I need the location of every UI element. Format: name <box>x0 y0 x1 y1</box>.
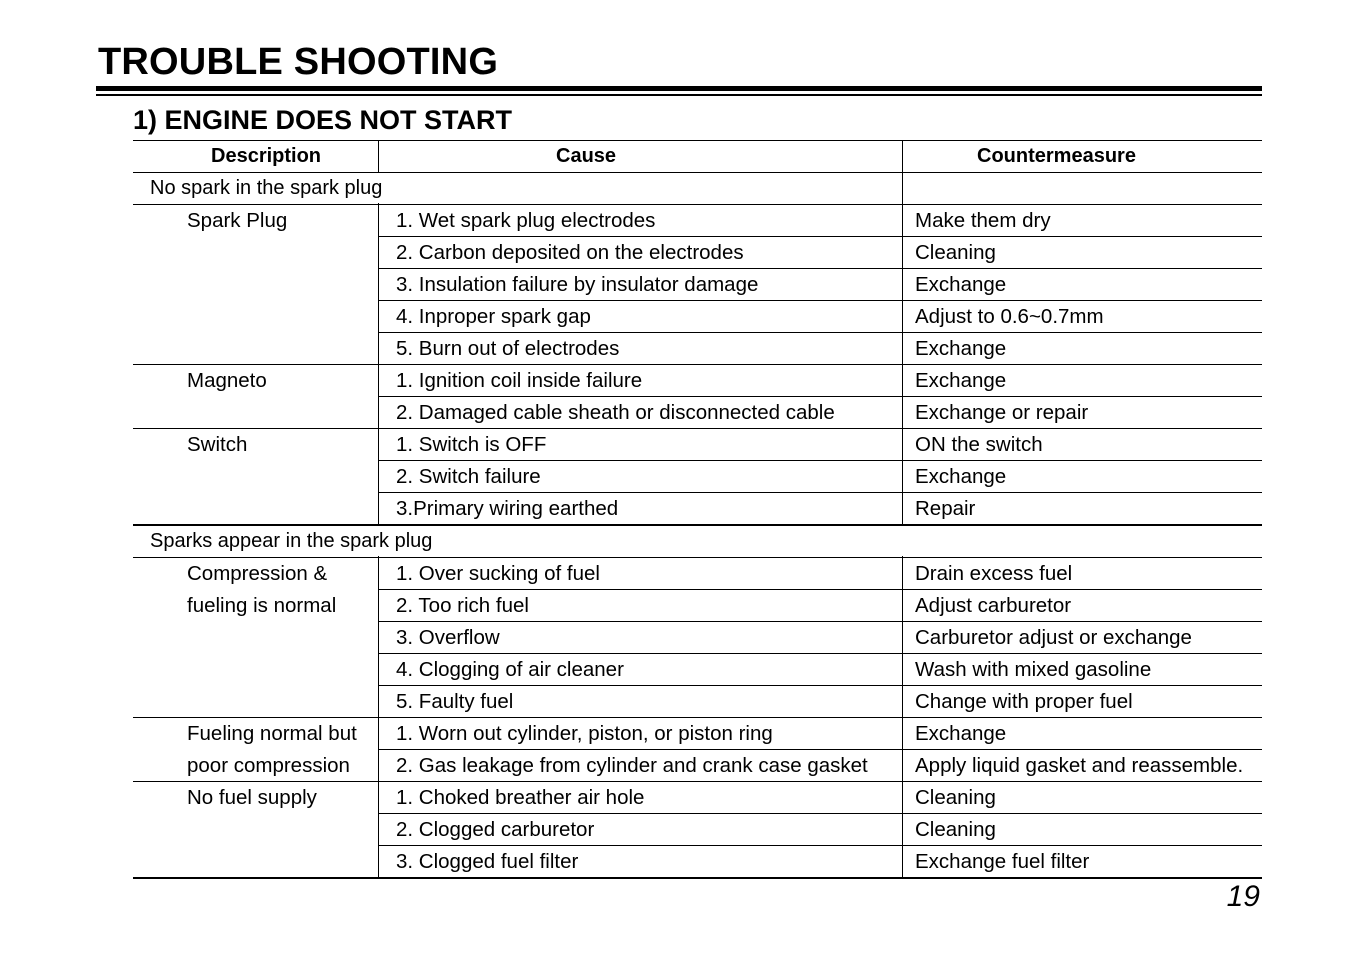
section-label: Sparks appear in the spark plug <box>150 530 433 552</box>
header-countermeasure: Countermeasure <box>977 145 1136 167</box>
table-row <box>378 718 1262 750</box>
countermeasure-cell: Drain excess fuel <box>915 562 1073 585</box>
group-description: Switch <box>187 433 248 456</box>
cause-cell: 2. Gas leakage from cylinder and crank case gasket <box>396 754 868 777</box>
table-body <box>133 173 1262 879</box>
countermeasure-cell: Exchange or repair <box>915 401 1089 424</box>
countermeasure-cell: Cleaning <box>915 241 996 264</box>
table-row <box>378 558 1262 590</box>
table-row <box>378 782 1262 814</box>
troubleshooting-table <box>133 140 1262 879</box>
table-row <box>378 622 1262 654</box>
cause-cell: 3. Overflow <box>396 626 500 649</box>
table-row <box>378 397 1262 428</box>
section-heading: 1) ENGINE DOES NOT START <box>133 105 513 135</box>
group-description: No fuel supply <box>187 786 317 809</box>
cause-cell: 1. Ignition coil inside failure <box>396 369 643 392</box>
countermeasure-cell: Exchange <box>915 722 1007 745</box>
countermeasure-cell: Repair <box>915 497 976 520</box>
cause-cell: 1. Choked breather air hole <box>396 786 645 809</box>
table-row <box>378 461 1262 493</box>
countermeasure-cell: Adjust carburetor <box>915 594 1072 617</box>
countermeasure-cell: Exchange fuel filter <box>915 850 1090 873</box>
table-row <box>378 269 1262 301</box>
cause-cell: 5. Burn out of electrodes <box>396 337 620 360</box>
cause-cell: 4. Clogging of air cleaner <box>396 658 624 681</box>
group-description: Magneto <box>187 369 267 392</box>
countermeasure-cell: Cleaning <box>915 818 996 841</box>
cause-cell: 2. Damaged cable sheath or disconnected cable <box>396 401 835 424</box>
group-description: Fueling normal but poor compression <box>187 722 357 777</box>
table-row <box>378 205 1262 237</box>
title-rule-thick <box>96 86 1262 91</box>
table-row <box>378 590 1262 622</box>
cause-cell: 2. Carbon deposited on the electrodes <box>396 241 744 264</box>
section-row <box>133 173 1262 205</box>
countermeasure-cell: Exchange <box>915 273 1007 296</box>
table-row <box>378 814 1262 846</box>
table-row <box>378 301 1262 333</box>
table-row <box>378 686 1262 717</box>
cause-cell: 1. Wet spark plug electrodes <box>396 209 656 232</box>
page-number: 19 <box>1226 880 1260 913</box>
countermeasure-cell: Adjust to 0.6~0.7mm <box>915 305 1104 328</box>
group-description: Compression & fueling is normal <box>187 562 337 617</box>
cause-cell: 2. Too rich fuel <box>396 594 529 617</box>
divider-mask <box>901 526 904 556</box>
section-label: No spark in the spark plug <box>150 177 383 199</box>
cause-group <box>133 718 1262 782</box>
cause-cell: 3.Primary wiring earthed <box>396 497 619 520</box>
section-row <box>133 526 1262 558</box>
table-row <box>378 493 1262 524</box>
countermeasure-cell: Exchange <box>915 465 1007 488</box>
countermeasure-cell: Make them dry <box>915 209 1051 232</box>
countermeasure-cell: Apply liquid gasket and reassemble. <box>915 754 1244 777</box>
cause-cell: 3. Insulation failure by insulator damage <box>396 273 759 296</box>
countermeasure-cell: Cleaning <box>915 786 996 809</box>
table-row <box>378 750 1262 781</box>
cause-group <box>133 429 1262 526</box>
cause-cell: 1. Worn out cylinder, piston, or piston ring <box>396 722 773 745</box>
cause-cell: 2. Clogged carburetor <box>396 818 595 841</box>
header-description: Description <box>211 145 322 167</box>
cause-cell: 4. Inproper spark gap <box>396 305 591 328</box>
countermeasure-cell: Carburetor adjust or exchange <box>915 626 1192 649</box>
cause-group <box>133 558 1262 718</box>
cause-cell: 1. Over sucking of fuel <box>396 562 600 585</box>
column-divider-countermeasure <box>902 140 903 879</box>
table-header <box>133 140 1262 173</box>
header-cause: Cause <box>556 145 617 167</box>
cause-cell: 3. Clogged fuel filter <box>396 850 579 873</box>
table-row <box>378 654 1262 686</box>
countermeasure-cell: ON the switch <box>915 433 1043 456</box>
table-row <box>378 333 1262 364</box>
cause-group <box>133 782 1262 879</box>
countermeasure-cell: Wash with mixed gasoline <box>915 658 1152 681</box>
cause-cell: 2. Switch failure <box>396 465 541 488</box>
title-rule-thin <box>96 94 1262 96</box>
table-row <box>378 846 1262 877</box>
table-row <box>378 365 1262 397</box>
table-row <box>378 237 1262 269</box>
countermeasure-cell: Change with proper fuel <box>915 690 1133 713</box>
page-title: TROUBLE SHOOTING <box>98 41 499 83</box>
column-divider-cause <box>378 140 379 879</box>
countermeasure-cell: Exchange <box>915 337 1007 360</box>
cause-group <box>133 205 1262 365</box>
cause-cell: 5. Faulty fuel <box>396 690 514 713</box>
countermeasure-cell: Exchange <box>915 369 1007 392</box>
table-row <box>378 429 1262 461</box>
group-description: Spark Plug <box>187 209 288 232</box>
cause-group <box>133 365 1262 429</box>
cause-cell: 1. Switch is OFF <box>396 433 547 456</box>
